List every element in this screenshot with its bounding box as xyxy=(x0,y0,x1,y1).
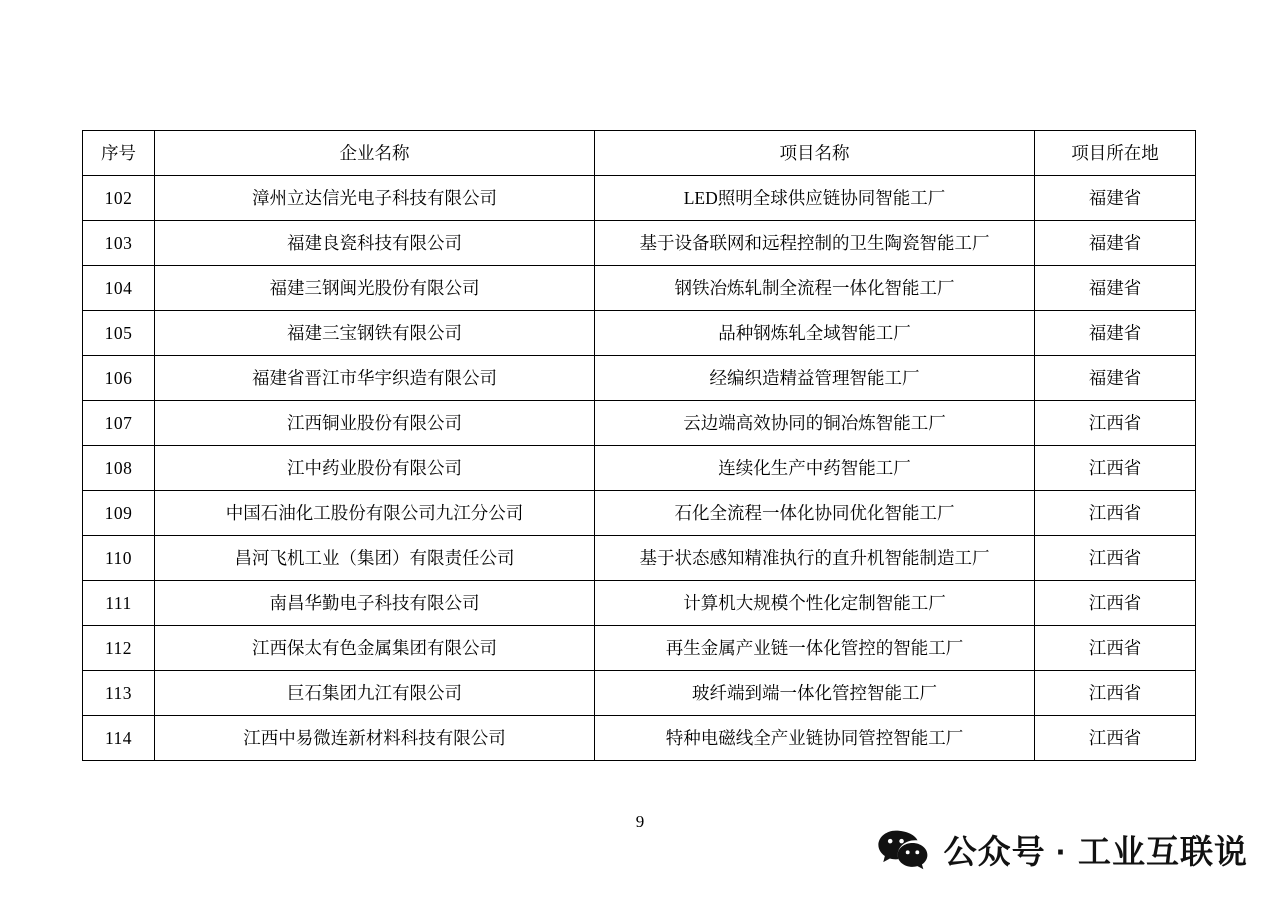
cell-company: 江西中易微连新材料科技有限公司 xyxy=(155,716,595,761)
watermark xyxy=(874,821,1248,877)
cell-no: 109 xyxy=(83,491,155,536)
cell-company: 江西铜业股份有限公司 xyxy=(155,401,595,446)
cell-region: 福建省 xyxy=(1035,311,1196,356)
cell-region: 江西省 xyxy=(1035,626,1196,671)
cell-company: 巨石集团九江有限公司 xyxy=(155,671,595,716)
table-row xyxy=(83,356,1196,401)
cell-no: 114 xyxy=(83,716,155,761)
cell-project: LED照明全球供应链协同智能工厂 xyxy=(595,176,1035,221)
page-number: 9 xyxy=(635,812,645,831)
cell-no: 104 xyxy=(83,266,155,311)
cell-no: 107 xyxy=(83,401,155,446)
column-header-no: 序号 xyxy=(83,131,155,176)
cell-project: 石化全流程一体化协同优化智能工厂 xyxy=(595,491,1035,536)
cell-no: 102 xyxy=(83,176,155,221)
cell-project: 连续化生产中药智能工厂 xyxy=(595,446,1035,491)
cell-company: 中国石油化工股份有限公司九江分公司 xyxy=(155,491,595,536)
cell-no: 113 xyxy=(83,671,155,716)
cell-company: 福建三宝钢铁有限公司 xyxy=(155,311,595,356)
cell-region: 江西省 xyxy=(1035,716,1196,761)
table-row xyxy=(83,221,1196,266)
cell-project: 玻纤端到端一体化管控智能工厂 xyxy=(595,671,1035,716)
cell-company: 江西保太有色金属集团有限公司 xyxy=(155,626,595,671)
cell-region: 江西省 xyxy=(1035,536,1196,581)
cell-region: 江西省 xyxy=(1035,671,1196,716)
cell-project: 再生金属产业链一体化管控的智能工厂 xyxy=(595,626,1035,671)
cell-region: 福建省 xyxy=(1035,176,1196,221)
cell-project: 计算机大规模个性化定制智能工厂 xyxy=(595,581,1035,626)
column-header-project: 项目名称 xyxy=(595,131,1035,176)
cell-project: 云边端高效协同的铜冶炼智能工厂 xyxy=(595,401,1035,446)
table-row xyxy=(83,176,1196,221)
cell-no: 108 xyxy=(83,446,155,491)
cell-region: 江西省 xyxy=(1035,581,1196,626)
cell-company: 福建良瓷科技有限公司 xyxy=(155,221,595,266)
cell-region: 江西省 xyxy=(1035,491,1196,536)
enterprise-table xyxy=(82,130,1196,761)
cell-no: 112 xyxy=(83,626,155,671)
column-header-company: 企业名称 xyxy=(155,131,595,176)
cell-region: 福建省 xyxy=(1035,221,1196,266)
wechat-icon xyxy=(874,821,930,877)
cell-project: 基于设备联网和远程控制的卫生陶瓷智能工厂 xyxy=(595,221,1035,266)
table-row xyxy=(83,446,1196,491)
table-row xyxy=(83,491,1196,536)
enterprise-table-container xyxy=(82,130,1195,761)
cell-project: 基于状态感知精准执行的直升机智能制造工厂 xyxy=(595,536,1035,581)
cell-project: 特种电磁线全产业链协同管控智能工厂 xyxy=(595,716,1035,761)
cell-region: 福建省 xyxy=(1035,356,1196,401)
cell-no: 111 xyxy=(83,581,155,626)
table-row xyxy=(83,626,1196,671)
table-row xyxy=(83,311,1196,356)
cell-no: 106 xyxy=(83,356,155,401)
table-row xyxy=(83,266,1196,311)
watermark-text: 公众号 · 工业互联说 xyxy=(943,832,1248,870)
cell-company: 江中药业股份有限公司 xyxy=(155,446,595,491)
cell-no: 110 xyxy=(83,536,155,581)
cell-no: 105 xyxy=(83,311,155,356)
table-row xyxy=(83,671,1196,716)
cell-region: 江西省 xyxy=(1035,446,1196,491)
cell-region: 江西省 xyxy=(1035,401,1196,446)
cell-company: 昌河飞机工业（集团）有限责任公司 xyxy=(155,536,595,581)
cell-project: 钢铁冶炼轧制全流程一体化智能工厂 xyxy=(595,266,1035,311)
cell-project: 品种钢炼轧全域智能工厂 xyxy=(595,311,1035,356)
table-row xyxy=(83,716,1196,761)
table-header-row xyxy=(83,131,1196,176)
cell-project: 经编织造精益管理智能工厂 xyxy=(595,356,1035,401)
cell-company: 漳州立达信光电子科技有限公司 xyxy=(155,176,595,221)
table-row xyxy=(83,401,1196,446)
cell-no: 103 xyxy=(83,221,155,266)
cell-company: 福建省晋江市华宇织造有限公司 xyxy=(155,356,595,401)
cell-region: 福建省 xyxy=(1035,266,1196,311)
cell-company: 南昌华勤电子科技有限公司 xyxy=(155,581,595,626)
table-row xyxy=(83,536,1196,581)
cell-company: 福建三钢闽光股份有限公司 xyxy=(155,266,595,311)
table-row xyxy=(83,581,1196,626)
column-header-region: 项目所在地 xyxy=(1035,131,1196,176)
